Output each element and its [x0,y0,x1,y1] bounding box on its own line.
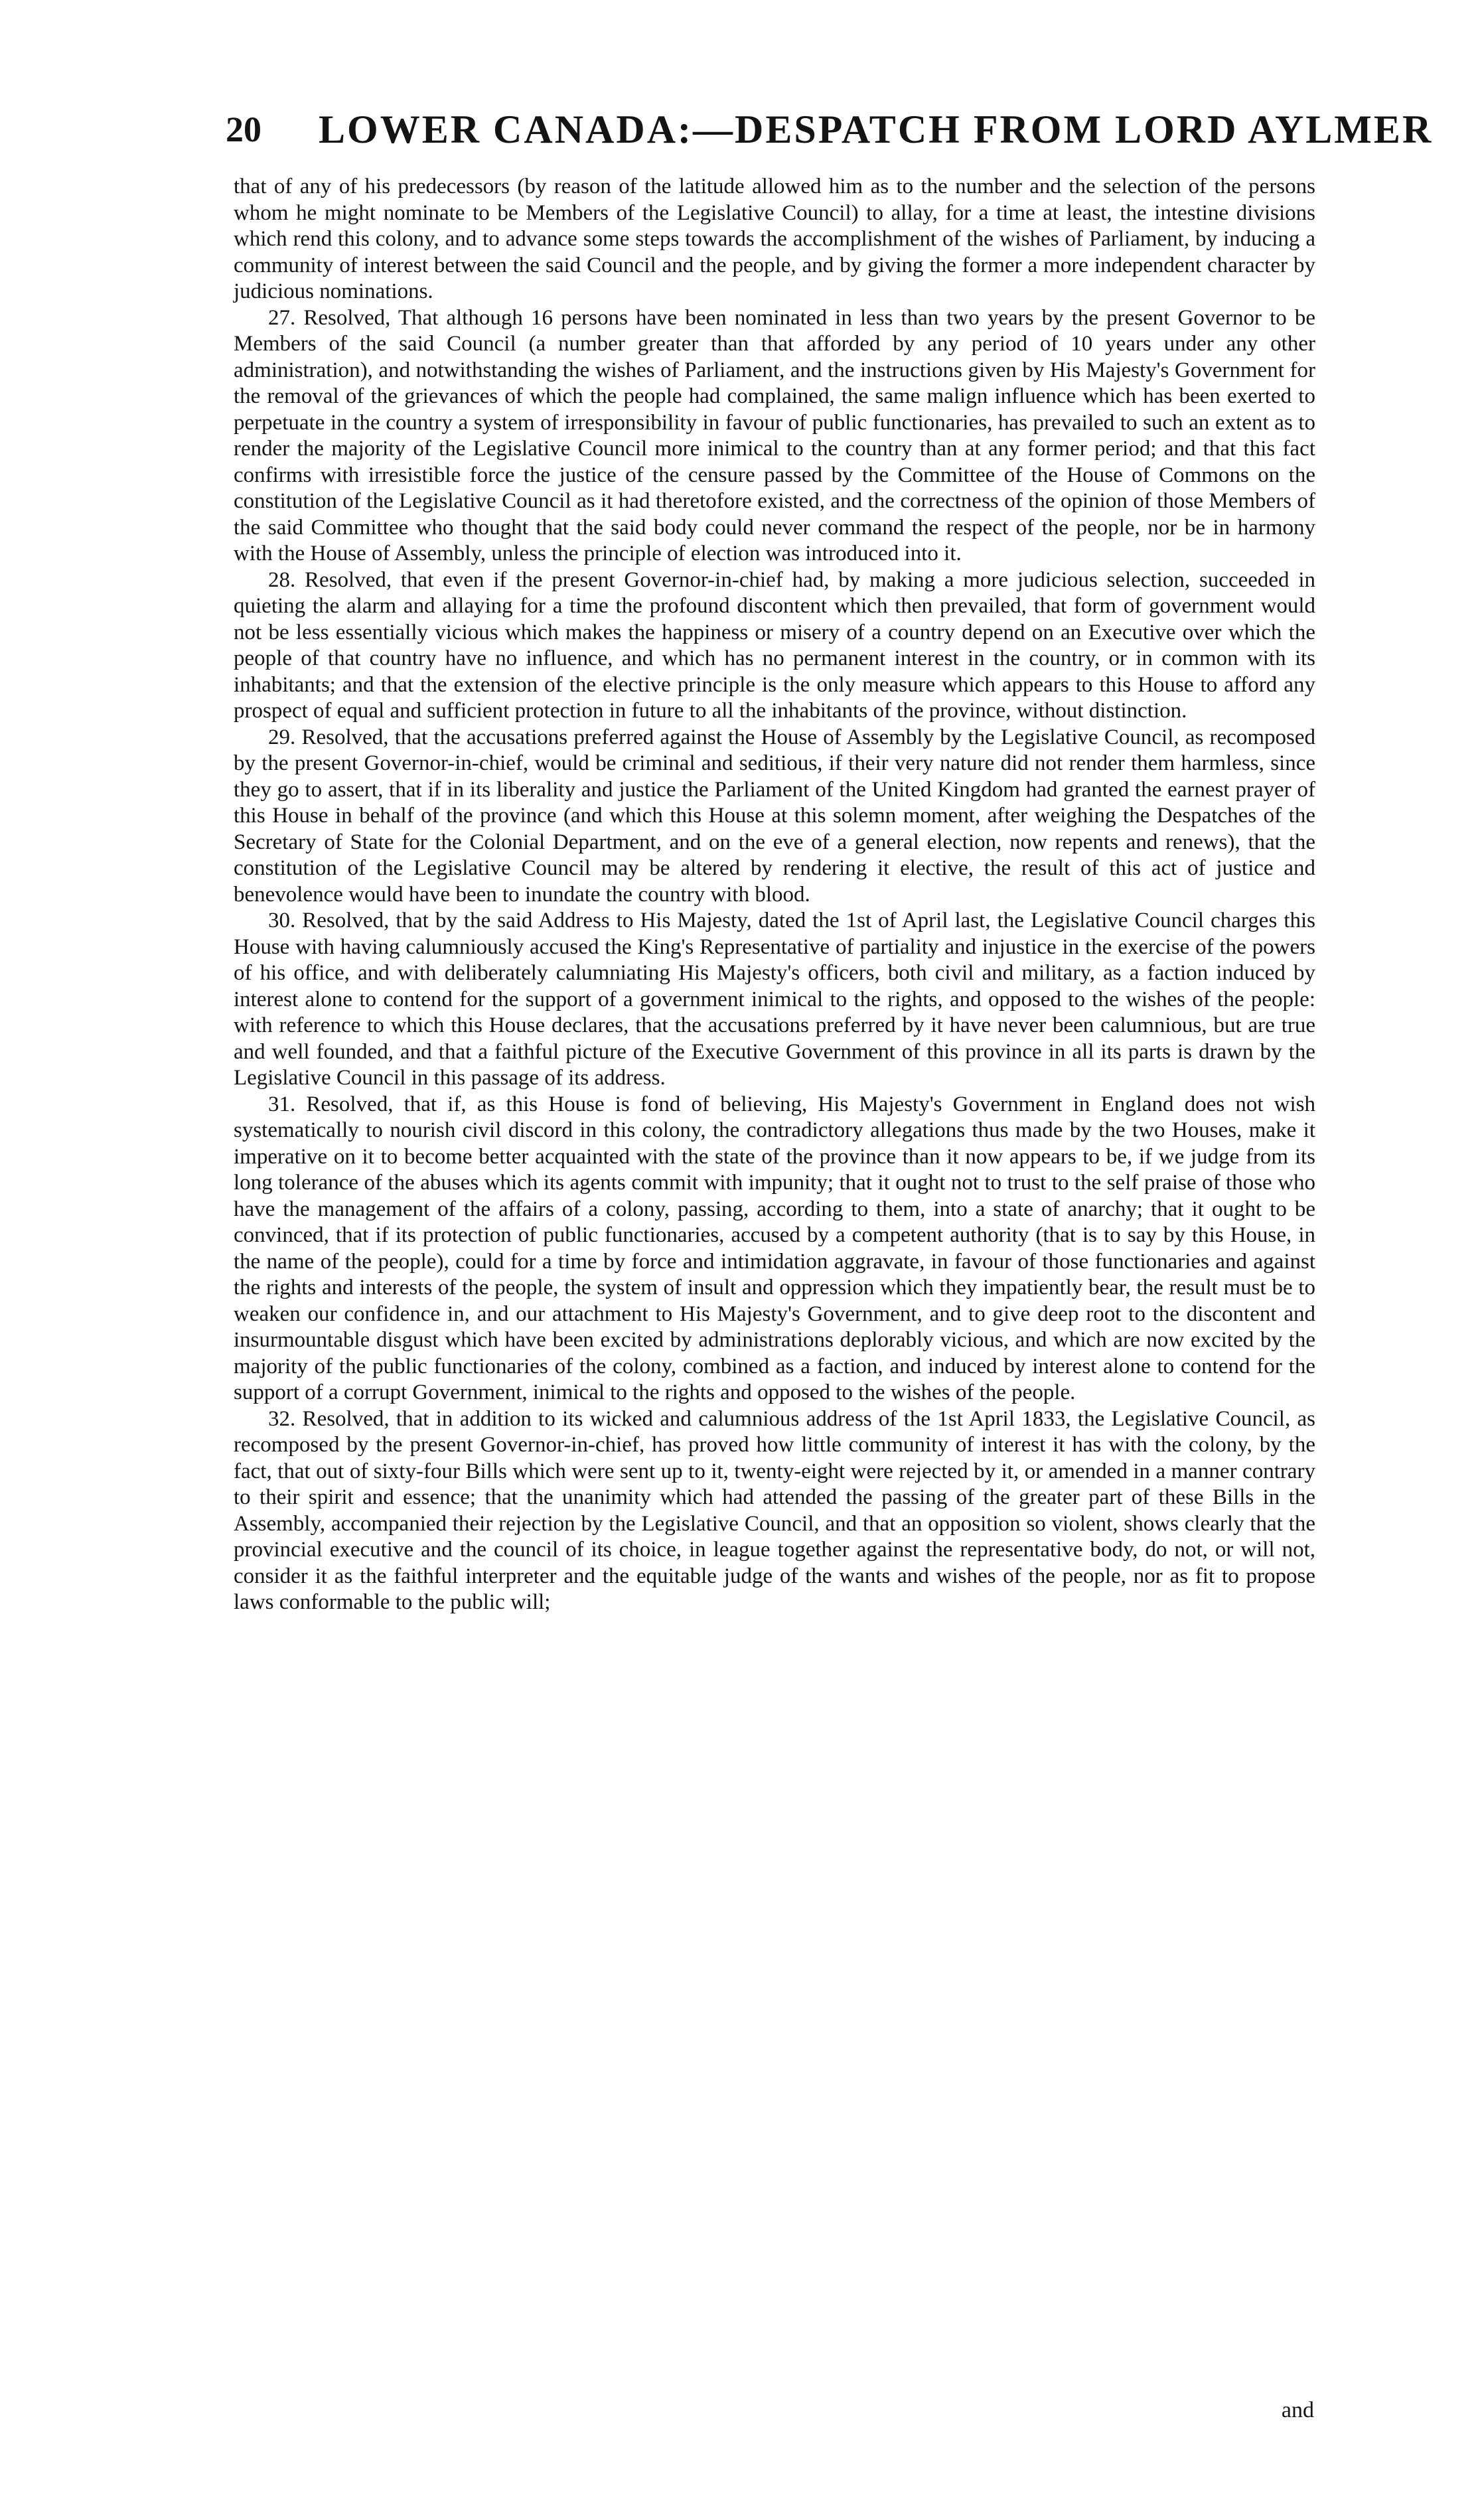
paragraph-resolution-28: 28. Resolved, that even if the present Governor-in-chief had, by making a more judicious selection, succeeded in quieting the alarm and allaying for a time the profound discontent which then prevailed, that form of government would not be less essentially vicious which makes the happiness or misery of a country depend on an Executive over which the people of that country have no influence, and which has no permanent interest in the country, or in common with its inhabitants; and that the extension of the elective principle is the only measure which appears to this House to afford any prospect of equal and sufficient protection in future to all the inhabitants of the province, without distinction. [234,567,1315,723]
paragraph-resolution-31: 31. Resolved, that if, as this House is fond of believing, His Majesty's Government in England does not wish systematically to nourish civil discord in this colony, the contradictory allegations thus made by the two Houses, make it imperative on it to become better acquainted with the state of the province than it now appears to be, if we judge from its long tolerance of the abuses which its agents commit with impunity; that it ought not to trust to the self praise of those who have the management of the affairs of a colony, passing, according to them, into a state of anarchy; that it ought to be convinced, that if its protection of public functionaries, accused by a competent authority (that is to say by this House, in the name of the people), could for a time by force and intimidation aggravate, in favour of those functionaries and against the rights and interests of the people, the system of insult and oppression which they impatiently bear, the result must be to weaken our confidence in, and our attachment to His Majesty's Government, and to give deep root to the discontent and insurmountable disgust which have been excited by administrations deplorably vicious, and which are now excited by the majority of the public functionaries of the colony, combined as a faction, and induced by interest alone to contend for the support of a corrupt Government, inimical to the rights and opposed to the wishes of the people. [234,1092,1315,1404]
paragraph-resolution-27: 27. Resolved, That although 16 persons have been nominated in less than two years by the present Governor to be Members of the said Council (a number greater than that afforded by any period of 10 years under any other administration), and notwithstanding the wishes of Parliament, and the instructions given by His Majesty's Government for the removal of the grievances of which the people had complained, the same malign influence which has been exerted to perpetuate in the country a system of irresponsibility in favour of public functionaries, has prevailed to such an extent as to render the majority of the Legislative Council more inimical to the country than at any former period; and that this fact confirms with irresistible force the justice of the censure passed by the Committee of the House of Commons on the constitution of the Legislative Council as it had theretofore existed, and the correctness of the opinion of those Members of the said Committee who thought that the said body could never command the respect of the people, nor be in harmony with the House of Assembly, unless the principle of election was introduced into it. [234,305,1315,565]
page-header [226,100,1434,159]
paragraph-resolution-30: 30. Resolved, that by the said Address to His Majesty, dated the 1st of April last, the Legislative Council charges this House with having calumniously accused the King's Representative of partiality and injustice in the exercise of the powers of his office, and with deliberately calumniating His Majesty's officers, both civil and military, as a faction induced by interest alone to contend for the support of a government inimical to the rights, and opposed to the wishes of the people: with reference to which this House declares, that the accusations preferred by it have never been calumnious, but are true and well founded, and that a faithful picture of the Executive Government of this province in all its parts is drawn by the Legislative Council in this passage of its address. [234,909,1315,1090]
paragraph-resolution-29: 29. Resolved, that the accusations preferred against the House of Assembly by the Legislative Council, as recomposed by the present Governor-in-chief, would be criminal and seditious, if their very nature did not render them harmless, since they go to assert, that if in its liberality and justice the Parliament of the United Kingdom had granted the earnest prayer of this House in behalf of the province (and which this House at this solemn moment, after weighing the Despatches of the Secretary of State for the Colonial Department, and on the eve of a general election, now repents and renews), that the constitution of the Legislative Council may be altered by rendering it elective, the result of this act of justice and benevolence would have been to inundate the country with blood. [234,725,1315,907]
page-number: 20 [226,110,261,149]
body-text [234,174,1315,1616]
catchword: and [1281,2398,1314,2422]
running-title: LOWER CANADA:—DESPATCH FROM LORD AYLMER [319,108,1434,151]
paragraph-continuation: that of any of his predecessors (by reason of the latitude allowed him as to the number and the selection of the persons whom he might nominate to be Members of the Legislative Council) to allay, for a time at least, the intestine divisions which rend this colony, and to advance some steps towards the accomplishment of the wishes of Parliament, by inducing a community of interest between the said Council and the people, and by giving the former a more independent character by judicious nominations. [234,175,1315,303]
paragraph-resolution-32: 32. Resolved, that in addition to its wicked and calumnious address of the 1st April 1833, the Legislative Council, as recomposed by the present Governor-in-chief, has proved how little community of interest it has with the colony, by the fact, that out of sixty-four Bills which were sent up to it, twenty-eight were rejected by it, or amended in a manner contrary to their spirit and essence; that the unanimity which had attended the passing of the greater part of these Bills in the Assembly, accompanied their rejection by the Legislative Council, and that an opposition so violent, shows clearly that the provincial executive and the council of its choice, in league together against the representative body, do not, or will not, consider it as the faithful interpreter and the equitable judge of the wants and wishes of the people, nor as fit to propose laws conformable to the public will; [234,1406,1315,1614]
